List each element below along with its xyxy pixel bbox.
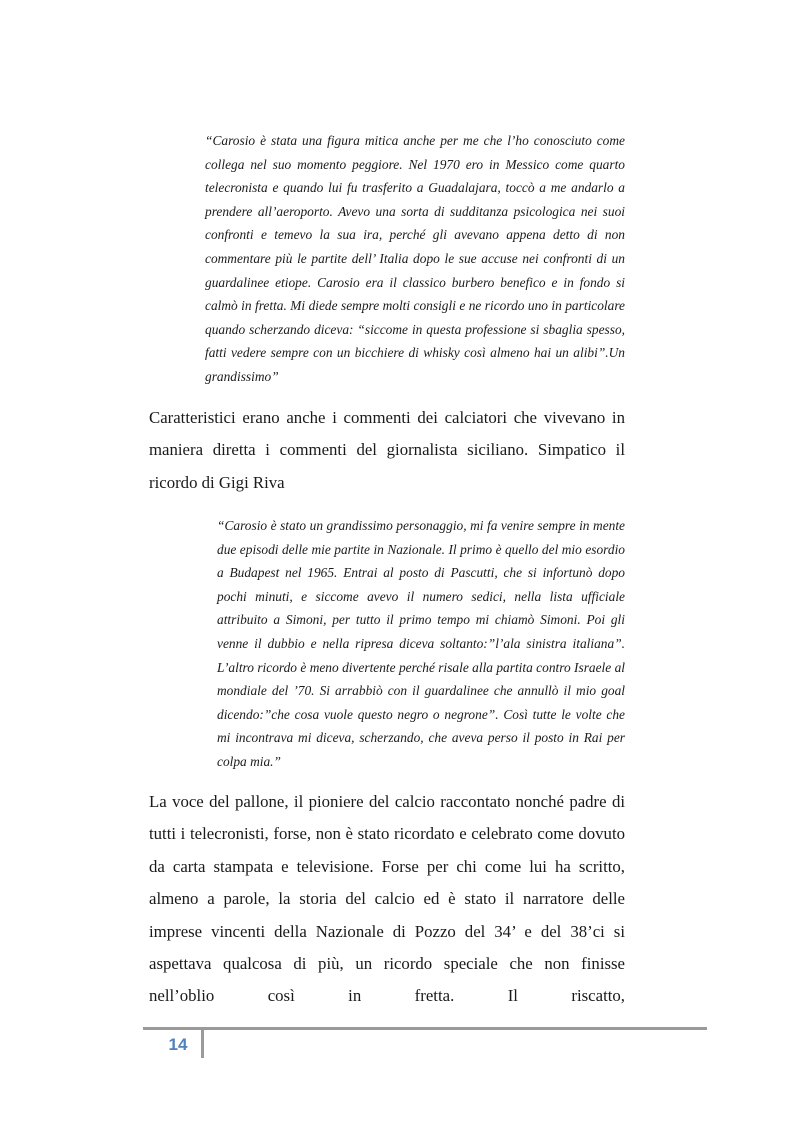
page-number: 14 — [168, 1035, 188, 1054]
block-quote-1: “Carosio è stata una figura mitica anche per me che l’ho conosciuto come collega nel suo momento peggiore. Nel 1970 ero in Messico come quarto telecronista e quando lui fu trasferito a Guadalajara, toccò a me andarlo a prendere all’aeroporto. Avevo una sorta di sudditanza psicologica nei suoi confronti e temevo la sua ira, perché gli avevano appena detto di non commentare più le partite dell’ Italia dopo le sue accuse nei confronti di un guardalinee etiope. Carosio era il classico burbero benefico e in fondo si calmò in fretta. Mi diede sempre molti consigli e ne ricordo uno in particolare quando scherzando diceva: “siccome in questa professione si sbaglia spesso, fatti vedere sempre con un bicchiere di whisky così almeno hai un alibi”.Un grandissimo” — [205, 133, 625, 384]
block-quote-2: “Carosio è stato un grandissimo personaggio, mi fa venire sempre in mente due episodi delle mie partite in Nazionale. Il primo è quello del mio esordio a Budapest nel 1965. Entrai al posto di Pascutti, che si infortunò dopo pochi minuti, e siccome avevo il numero sedici, nella lista ufficiale attribuito a Simoni, per tutto il primo tempo mi chiamò Simoni. Poi gli venne il dubbio e nella ripresa diceva soltanto:”l’ala sinistra italiana”. L’altro ricordo è meno divertente perché risale alla partita contro Israele al mondiale del ’70. Si arrabbiò con il guardalinee che annullò il mio goal dicendo:”che cosa vuole questo negro o negrone”. Così tutte le volte che mi incontrava mi diceva, scherzando, che aveva perso il posto in Rai per colpa mia.” — [217, 518, 625, 769]
body-paragraph-1: Caratteristici erano anche i commenti dei calciatori che vivevano in maniera diretta i commenti del giornalista siciliano. Simpatico il ricordo di Gigi Riva — [149, 408, 625, 492]
body-paragraph-2: La voce del pallone, il pioniere del calcio raccontato nonché padre di tutti i telecronisti, forse, non è stato ricordato e celebrato come dovuto da carta stampata e televisione. Forse per chi come lui ha scritto, almeno a parole, la storia del calcio ed è stato il narratore delle imprese vincenti della Nazionale di Pozzo del 34’ e del 38’ci si aspettava qualcosa di più, un ricordo speciale che non finisse nell’oblio così in fretta. Il riscatto, — [149, 792, 625, 1006]
footer-horizontal-rule — [143, 1027, 707, 1030]
footer-vertical-rule — [201, 1030, 204, 1058]
